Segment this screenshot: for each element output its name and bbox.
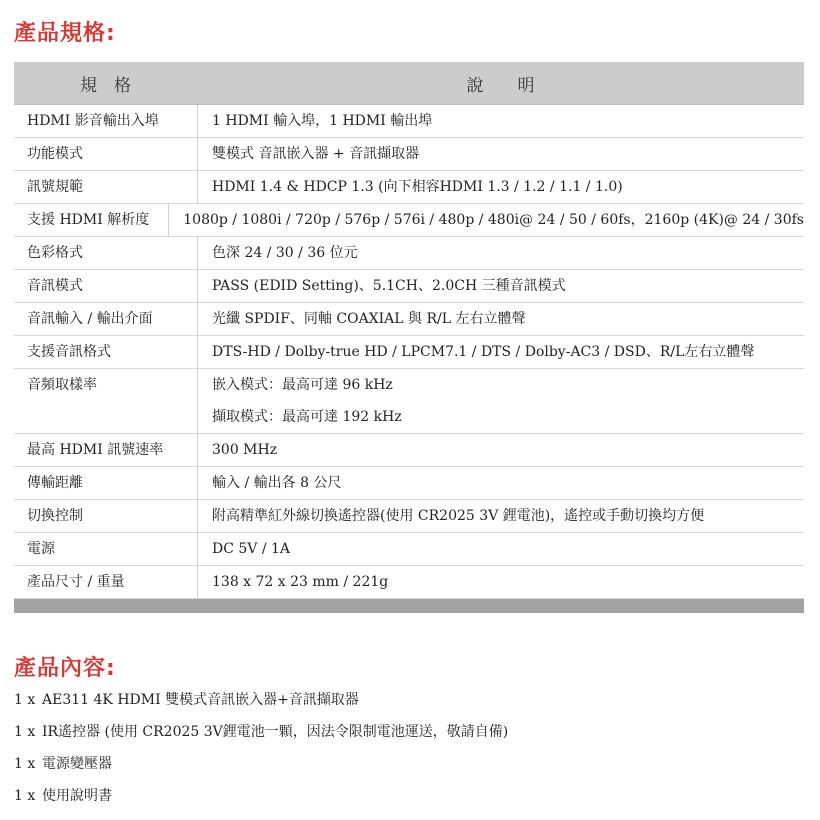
spec-value: 附高精準紅外線切換遙控器(使用 CR2025 3V 鋰電池)，遙控或手動切換均方便 bbox=[212, 508, 705, 524]
spec-value-cell bbox=[197, 237, 804, 269]
item-quantity: 1 x bbox=[14, 788, 36, 804]
spec-label: 支援 HDMI 解析度 bbox=[27, 212, 150, 228]
item-quantity: 1 x bbox=[14, 724, 36, 740]
spec-row bbox=[14, 105, 804, 138]
spec-value: DC 5V / 1A bbox=[212, 541, 291, 557]
spec-value-cell bbox=[197, 500, 804, 532]
spec-label: 音訊模式 bbox=[27, 278, 83, 294]
package-contents-item bbox=[14, 716, 508, 748]
spec-label: 音頻取樣率 bbox=[27, 377, 97, 393]
spec-row bbox=[14, 237, 804, 270]
spec-row bbox=[14, 369, 804, 434]
spec-value-cell bbox=[197, 303, 804, 335]
spec-row bbox=[14, 171, 804, 204]
spec-value: DTS-HD / Dolby-true HD / LPCM7.1 / DTS / Dolby-AC3 / DSD、R/L左右立體聲 bbox=[212, 344, 755, 360]
item-description: IR遙控器 (使用 CR2025 3V鋰電池一顆，因法令限制電池運送，敬請自備) bbox=[42, 724, 509, 740]
spec-value-cell bbox=[197, 171, 804, 203]
spec-row bbox=[14, 138, 804, 171]
item-description: 使用說明書 bbox=[42, 788, 112, 804]
spec-row bbox=[14, 270, 804, 303]
item-quantity: 1 x bbox=[14, 756, 36, 772]
spec-value: 輸入 / 輸出各 8 公尺 bbox=[212, 475, 342, 491]
package-contents-item bbox=[14, 684, 508, 716]
spec-value-cell bbox=[197, 138, 804, 170]
spec-label: 電源 bbox=[27, 541, 55, 557]
spec-row bbox=[14, 566, 804, 599]
spec-value: 1080p / 1080i / 720p / 576p / 576i / 480p / 480i@ 24 / 50 / 60fs，2160p (4K)@ 24 / 30fs bbox=[183, 212, 804, 228]
spec-label: 功能模式 bbox=[27, 146, 83, 162]
spec-value: HDMI 1.4 & HDCP 1.3 (向下相容HDMI 1.3 / 1.2 / 1.1 / 1.0) bbox=[212, 179, 623, 195]
spec-table-footer bbox=[14, 599, 804, 613]
spec-value-cell bbox=[197, 434, 804, 466]
spec-label: 色彩格式 bbox=[27, 245, 83, 261]
spec-value-cell bbox=[197, 467, 804, 499]
spec-value-cell bbox=[168, 204, 804, 236]
spec-value-cell bbox=[197, 566, 804, 598]
spec-section-title: 產品規格: bbox=[14, 21, 116, 46]
spec-row bbox=[14, 500, 804, 533]
package-contents-item bbox=[14, 748, 508, 780]
spec-value: 300 MHz bbox=[212, 442, 278, 458]
spec-row bbox=[14, 336, 804, 369]
package-contents-item bbox=[14, 780, 508, 812]
spec-value: 138 x 72 x 23 mm / 221g bbox=[212, 574, 389, 590]
spec-value: 嵌入模式：最高可達 96 kHz bbox=[212, 377, 393, 393]
spec-row bbox=[14, 303, 804, 336]
spec-value: 光纖 SPDIF、同軸 COAXIAL 與 R/L 左右立體聲 bbox=[212, 311, 526, 327]
spec-row bbox=[14, 533, 804, 566]
spec-table-body bbox=[14, 105, 804, 599]
spec-label: 音訊輸入 / 輸出介面 bbox=[27, 311, 153, 327]
item-quantity: 1 x bbox=[14, 692, 36, 708]
spec-value: PASS (EDID Setting)、5.1CH、2.0CH 三種音訊模式 bbox=[212, 278, 566, 294]
spec-label: HDMI 影音輸出入埠 bbox=[27, 113, 159, 129]
contents-section-title: 產品內容: bbox=[14, 656, 116, 681]
spec-value-cell bbox=[197, 336, 804, 368]
spec-value-cell bbox=[197, 369, 804, 433]
item-description: 電源變壓器 bbox=[42, 756, 112, 772]
spec-value: 色深 24 / 30 / 36 位元 bbox=[212, 245, 358, 261]
spec-value-cell bbox=[197, 270, 804, 302]
package-contents-list bbox=[14, 684, 508, 812]
spec-value: 1 HDMI 輸入埠，1 HDMI 輸出埠 bbox=[212, 113, 433, 129]
spec-row bbox=[14, 204, 804, 237]
spec-value: 擷取模式：最高可達 192 kHz bbox=[212, 409, 402, 425]
item-description: AE311 4K HDMI 雙模式音訊嵌入器+音訊擷取器 bbox=[42, 692, 359, 708]
spec-value: 雙模式 音訊嵌入器 + 音訊擷取器 bbox=[212, 146, 420, 162]
spec-header-label: 規 格 bbox=[80, 75, 131, 96]
spec-label: 支援音訊格式 bbox=[27, 344, 111, 360]
spec-table-header bbox=[14, 62, 804, 105]
spec-label: 最高 HDMI 訊號速率 bbox=[27, 442, 164, 458]
spec-label: 訊號規範 bbox=[27, 179, 83, 195]
spec-row bbox=[14, 434, 804, 467]
spec-row bbox=[14, 467, 804, 500]
spec-value-cell bbox=[197, 533, 804, 565]
spec-label: 傳輸距離 bbox=[27, 475, 83, 491]
spec-label: 產品尺寸 / 重量 bbox=[27, 574, 125, 590]
spec-table bbox=[14, 62, 804, 613]
spec-header-description: 說 明 bbox=[466, 75, 535, 96]
spec-label: 切換控制 bbox=[27, 508, 83, 524]
spec-value-cell bbox=[197, 105, 804, 137]
